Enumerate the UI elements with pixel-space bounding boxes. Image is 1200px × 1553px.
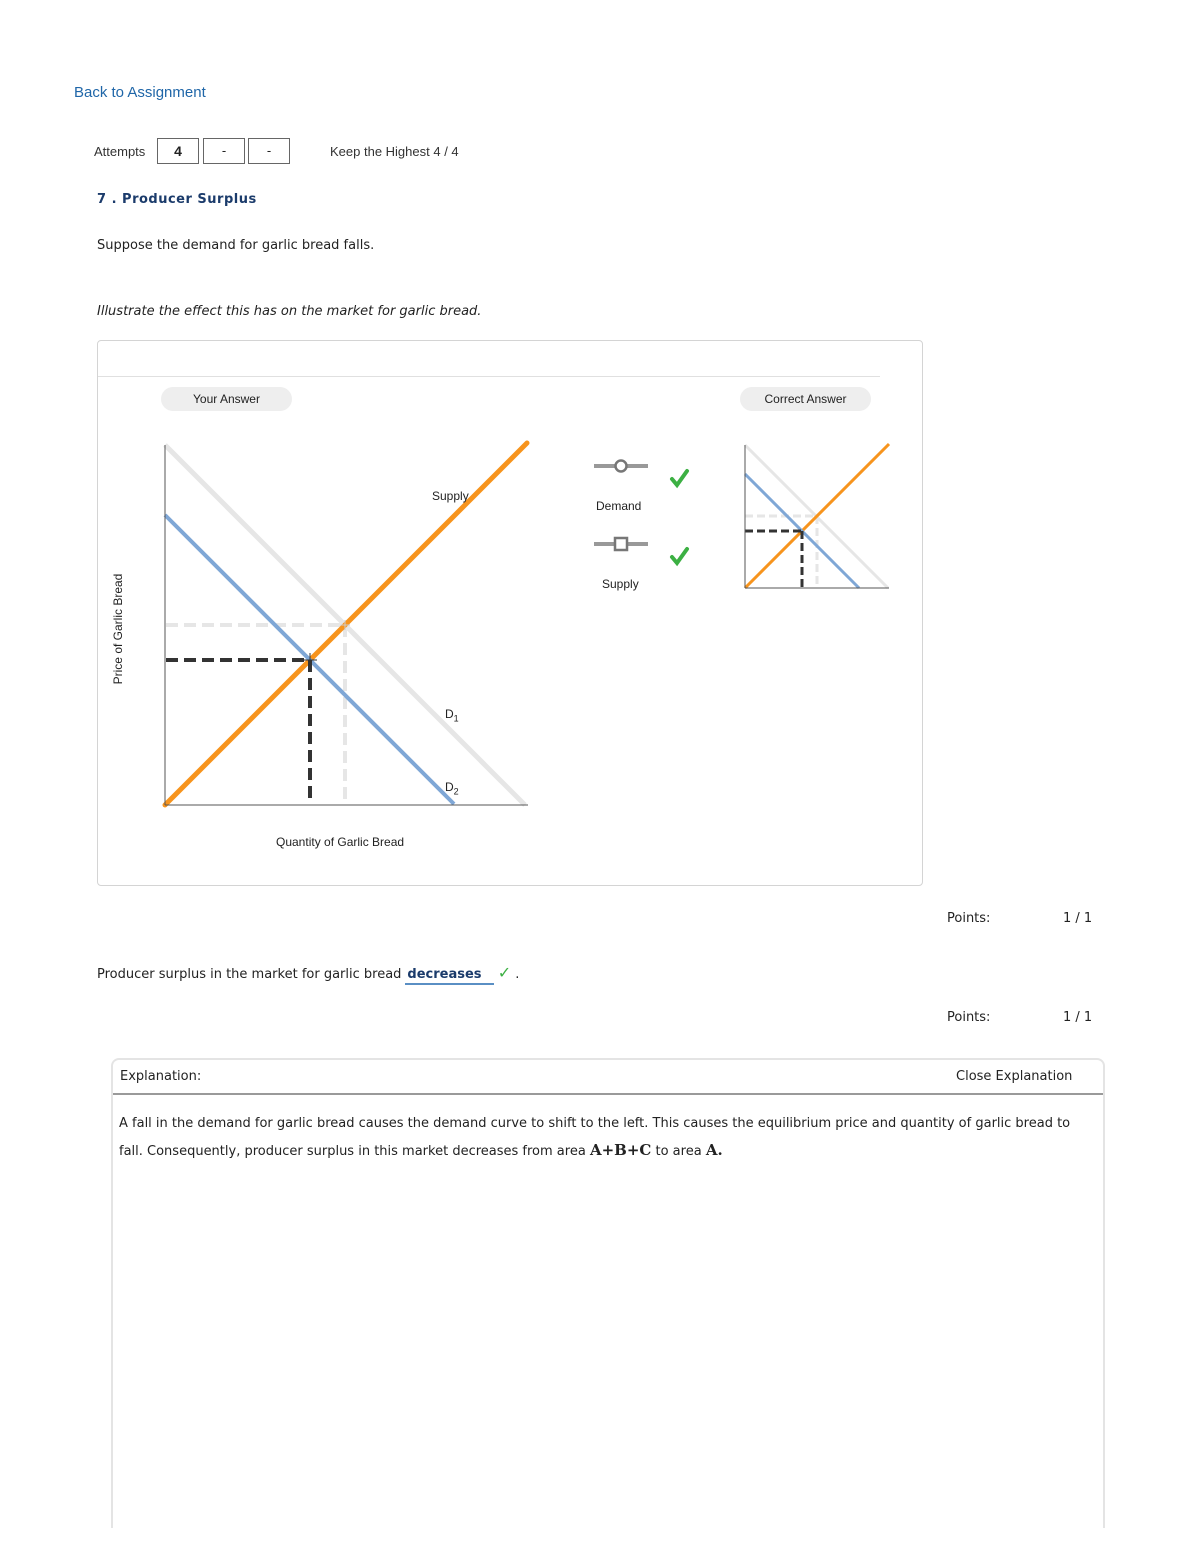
explanation-header: [113, 1060, 1103, 1095]
demand-slider[interactable]: [594, 461, 648, 472]
correct-answer-tab[interactable]: Correct Answer: [740, 387, 871, 411]
points-label-1: Points:: [947, 911, 991, 926]
d2-curve-label: [445, 780, 459, 796]
question-prompt: Suppose the demand for garlic bread falls.: [97, 238, 375, 253]
explanation-part2: to area: [655, 1144, 702, 1159]
explanation-area-from: A+B+C: [589, 1141, 652, 1159]
explanation-text: [119, 1110, 1094, 1165]
points-label-2: Points:: [947, 1010, 991, 1025]
attempt-1-box: 4: [157, 138, 199, 164]
supply-check-icon: [672, 549, 687, 563]
close-explanation-button[interactable]: Close Explanation: [956, 1069, 1073, 1084]
question-title: 7 . Producer Surplus: [97, 192, 257, 207]
d1-label-sub: 1: [453, 713, 459, 724]
keep-highest-label: Keep the Highest 4 / 4: [330, 144, 459, 159]
y-axis-label: Price of Garlic Bread: [111, 573, 125, 685]
points-value-1: 1 / 1: [1063, 911, 1093, 926]
legend-demand-label: Demand: [596, 499, 642, 513]
answer-dropdown[interactable]: decreases: [405, 967, 493, 985]
back-to-assignment-link[interactable]: Back to Assignment: [74, 84, 206, 101]
d1-curve-label: [445, 707, 459, 723]
answer-check-icon: ✓: [497, 963, 512, 982]
your-answer-tab[interactable]: Your Answer: [161, 387, 292, 411]
attempt-3-box: -: [248, 138, 290, 164]
demand-check-icon: [672, 471, 687, 485]
explanation-area-to: A.: [705, 1141, 723, 1159]
correct-answer-graph: [745, 444, 889, 588]
supply-slider[interactable]: [594, 538, 648, 550]
d2-label-text: D: [445, 780, 454, 794]
d2-label-sub: 2: [453, 786, 459, 797]
points-value-2: 1 / 1: [1063, 1010, 1093, 1025]
answer-prefix: Producer surplus in the market for garlic bread: [97, 967, 402, 982]
d1-label-text: D: [445, 707, 454, 721]
legend-supply-label: Supply: [602, 577, 639, 591]
explanation-title: Explanation:: [120, 1069, 202, 1084]
x-axis-label: Quantity of Garlic Bread: [276, 835, 405, 849]
answer-suffix: .: [515, 967, 520, 982]
supply-curve-label: Supply: [432, 489, 469, 503]
explanation-part1: A fall in the demand for garlic bread causes the demand curve to shift to the left. This causes the equilibrium price and quantity of garlic bread to fall. Consequently, producer surplus in this market decreases from area: [119, 1116, 1071, 1159]
attempt-2-box: -: [203, 138, 245, 164]
attempts-label: Attempts: [94, 144, 146, 159]
question-instruction: Illustrate the effect this has on the market for garlic bread.: [97, 304, 482, 319]
answer-sentence: [97, 963, 519, 985]
